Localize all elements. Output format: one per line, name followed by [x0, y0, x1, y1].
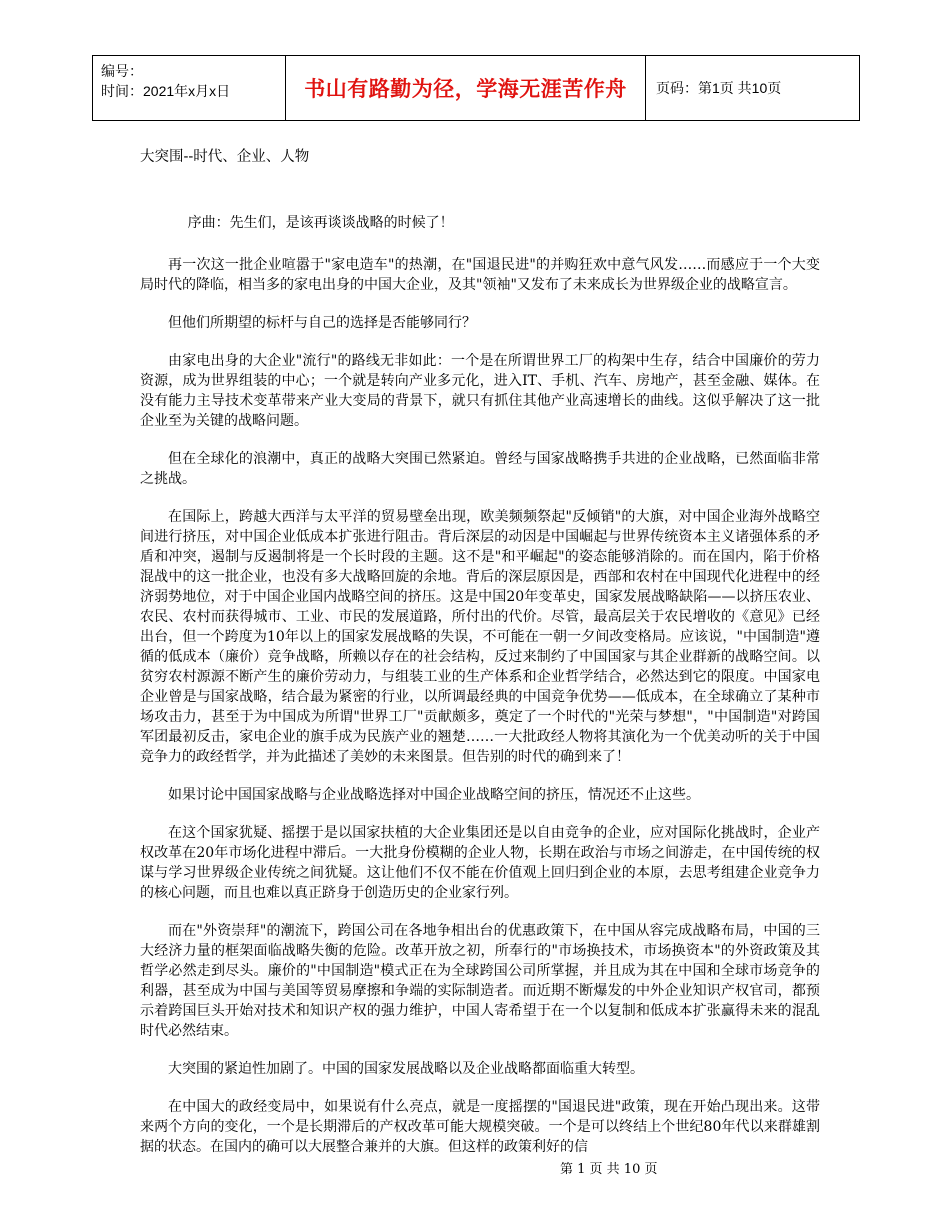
- motto-cell: [286, 56, 646, 120]
- motto-text: 书山有路勤为径，学海无涯苦作舟: [304, 78, 627, 101]
- paragraph: 在中国大的政经变局中，如果说有什么亮点，就是一度摇摆的"国退民进"政策，现在开始凸现出来。这带来两个方向的变化，一个是长期滞后的产权改革可能大规模突破。一个是可以终结上个世纪80年代以来群雄割据的状态。在国内的确可以大展整合兼并的大旗。但这样的政策利好的信: [140, 1099, 820, 1155]
- page-label: 页码：第1页 共10页: [656, 80, 782, 96]
- document-title: 大突围--时代、企业、人物: [140, 149, 310, 165]
- paragraph: 但在全球化的浪潮中，真正的战略大突围已然紧迫。曾经与国家战略携手共进的企业战略，已然面临非常之挑战。: [140, 451, 820, 487]
- paragraph: 大突围的紧迫性加剧了。中国的国家发展战略以及企业战略都面临重大转型。: [168, 1061, 644, 1077]
- paragraph: 序曲：先生们，是该再谈谈战略的时候了！: [187, 215, 454, 231]
- paragraph: 但他们所期望的标杆与自己的选择是否能够同行？: [168, 315, 476, 331]
- number-label: 编号：: [101, 63, 143, 79]
- header-meta-cell: [93, 56, 286, 120]
- paragraph: 在这个国家犹疑、摇摆于是以国家扶植的大企业集团还是以自由竞争的企业，应对国际化挑战时，企业产权改革在20年市场化进程中滞后。一大批身份模糊的企业人物，长期在政治与市场之间游走，在中国传统的权谋与学习世界级企业传统之间犹疑。这让他们不仅不能在价值观上回归到企业的本原，去思考组建企业竞争力的核心问题，而且也难以真正跻身于创造历史的企业家行列。: [140, 825, 820, 901]
- paragraph: 而在"外资崇拜"的潮流下，跨国公司在各地争相出台的优惠政策下，在中国从容完成战略布局，中国的三大经济力量的框架面临战略失衡的危险。改革开放之初，所奉行的"市场换技术，市场换资本"的外资政策及其哲学必然走到尽头。廉价的"中国制造"模式正在为全球跨国公司所掌握，并且成为其在中国和全球市场竞争的利器，甚至成为中国与美国等贸易摩擦和争端的实际制造者。而近期不断爆发的中外企业知识产权官司，都预示着跨国巨头开始对技术和知识产权的强力维护，中国人寄希望于在一个以复制和低成本扩张赢得未来的混乱时代必然结束。: [140, 923, 820, 1039]
- page-footer: 第 1 页 共 10 页: [560, 1162, 658, 1177]
- paragraph: 如果讨论中国国家战略与企业战略选择对中国企业战略空间的挤压，情况还不止这些。: [168, 787, 700, 803]
- document-body: [140, 213, 820, 1175]
- document-header: [92, 55, 860, 121]
- page-info-cell: [646, 56, 859, 120]
- paragraph: 再一次这一批企业喧嚣于"家电造车"的热潮，在"国退民进"的并购狂欢中意气风发……而感应于一个大变局时代的降临，相当多的家电出身的中国大企业，及其"领袖"又发布了未来成长为世界级企业的战略宣言。: [140, 257, 820, 293]
- time-label: 时间：2021年x月x日: [101, 83, 231, 99]
- paragraph: 在国际上，跨越大西洋与太平洋的贸易壁垒出现，欧美频频祭起"反倾销"的大旗，对中国企业海外战略空间进行挤压，对中国企业低成本扩张进行阻击。背后深层的动因是中国崛起与世界传统资本主义诸强体系的矛盾和冲突，遏制与反遏制将是一个长时段的主题。这不是"和平崛起"的姿态能够消除的。而在国内，陷于价格混战中的这一批企业，也没有多大战略回旋的余地。背后的深层原因是，西部和农村在中国现代化进程中的经济弱势地位，对于中国企业国内战略空间的挤压。这是中国20年变革史，国家发展战略缺陷——以挤压农业、农民、农村而获得城市、工业、市民的发展道路，所付出的代价。尽管，最高层关于农民增收的《意见》已经出台，但一个跨度为10年以上的国家发展战略的失误，不可能在一朝一夕间改变格局。应该说，"中国制造"遵循的低成本（廉价）竞争战略，所赖以存在的社会结构，反过来制约了中国国家与其企业群新的战略空间。以贫穷农村源源不断产生的廉价劳动力，与组装工业的生产体系和企业哲学结合，必然达到它的限度。中国家电企业曾是与国家战略，结合最为紧密的行业，以所调最经典的中国竞争优势——低成本，在全球确立了某种市场攻击力，甚至于为中国成为所谓"世界工厂"贡献颇多，奠定了一个时代的"光荣与梦想"，"中国制造"对跨国军团最初反击，家电企业的旗手成为民族产业的翘楚……一大批政经人物将其演化为一个优美动听的关于中国竞争力的政经哲学，并为此描述了美妙的未来图景。但告别的时代的确到来了！: [140, 509, 820, 765]
- paragraph: 由家电出身的大企业"流行"的路线无非如此：一个是在所谓世界工厂的构架中生存，结合中国廉价的劳力资源，成为世界组装的中心；一个就是转向产业多元化，进入IT、手机、汽车、房地产，甚至金融、媒体。在没有能力主导技术变革带来产业大变局的背景下，就只有抓住其他产业高速增长的曲线。这似乎解决了这一批企业至为关键的战略问题。: [140, 353, 820, 429]
